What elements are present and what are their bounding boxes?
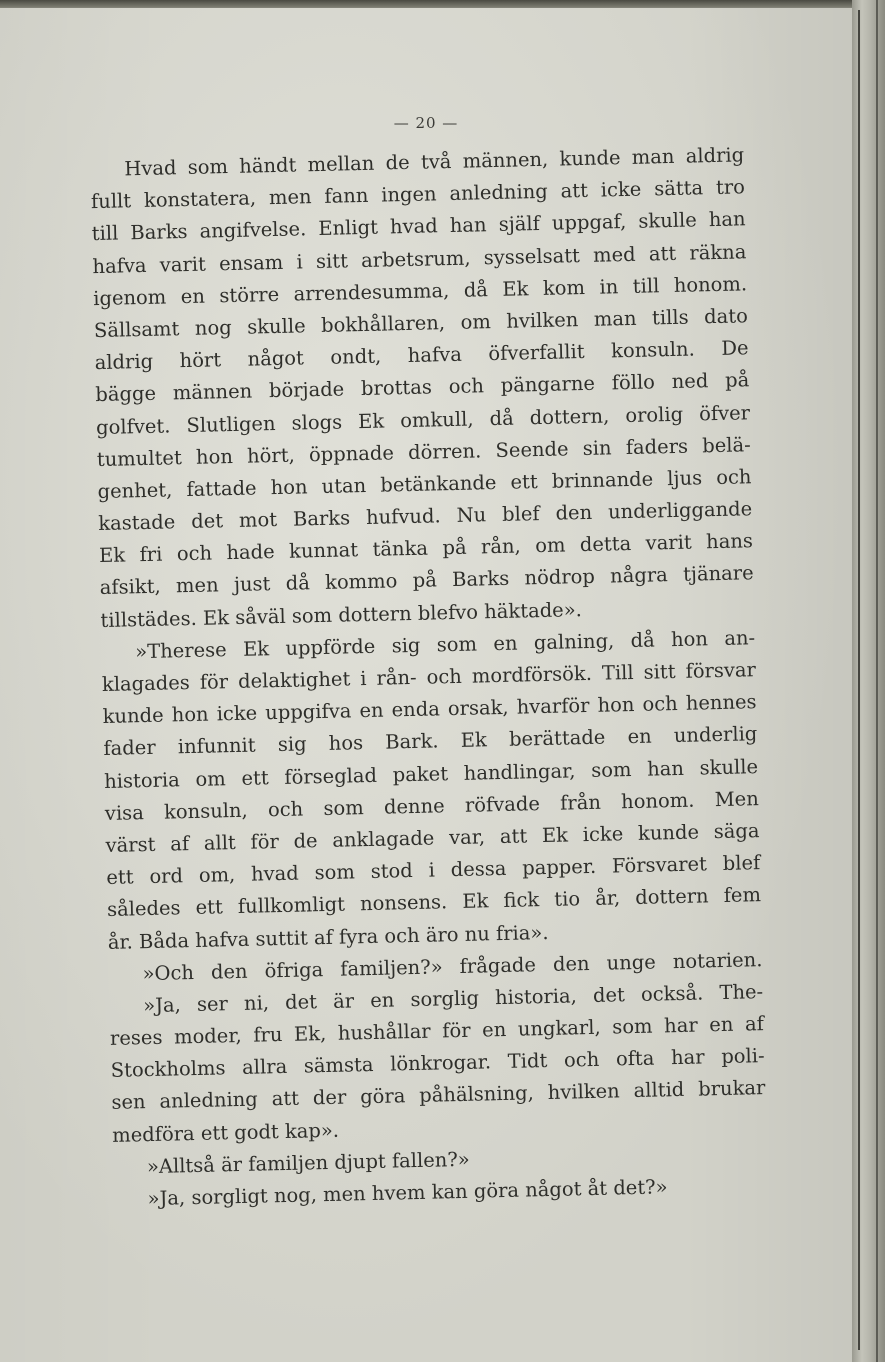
text-line: ett ord om, hvad som stod i dessa papper. Försvaret blef — [106, 851, 761, 890]
spine-outer-line — [876, 0, 878, 1362]
text-line: tillstädes. Ek såväl som dottern blefvo häktade». — [100, 597, 583, 632]
text-line: till Barks angifvelse. Enligt hvad han själf uppgaf, skulle han — [91, 207, 746, 246]
text-line: igenom en större arrendesumma, då Ek kom in till honom. — [92, 272, 748, 310]
text-line: »Och den öfriga familjen?» frågade den unge notarien. — [142, 947, 763, 985]
text-line: kastade det mot Barks hufvud. Nu blef den underliggande — [98, 497, 753, 536]
spine-edge-line — [858, 10, 860, 1350]
text-line: således ett fullkomligt nonsens. Ek fick tio år, dottern fem — [106, 883, 762, 922]
body-text — [90, 139, 768, 1216]
text-line: klagades för delaktighet i rån- och mordförsök. Till sitt försvar — [101, 658, 757, 696]
text-line: medföra ett godt kap». — [111, 1118, 340, 1147]
text-line: aldrig hört något ondt, hafva öfverfallit konsuln. De — [94, 336, 749, 375]
text-line: golfvet. Slutligen slogs Ek omkull, då dottern, orolig öfver — [95, 400, 751, 439]
text-line: år. Båda hafva suttit af fyra och äro nu fria». — [107, 920, 549, 954]
book-spine — [852, 0, 885, 1362]
text-line: värst af allt för de anklagade var, att Ek icke kunde säga — [105, 819, 760, 857]
text-line: fader infunnit sig hos Bark. Ek berättade en underlig — [103, 722, 758, 761]
text-line: genhet, fattade hon utan betänkande ett brinnande ljus och — [97, 465, 752, 503]
text-line: kunde hon icke uppgifva en enda orsak, hvarför hon och hennes — [102, 690, 757, 729]
text-line: Ek fri och hade kunnat tänka på rån, om detta varit hans — [98, 529, 754, 568]
text-line: fullt konstatera, men fann ingen anledning att icke sätta tro — [90, 175, 746, 214]
text-line: »Alltså är familjen djupt fallen?» — [146, 1147, 470, 1178]
text-line: »Therese Ek uppförde sig som en galning, då hon an- — [134, 625, 756, 664]
text-line: »Ja, sorgligt nog, men hvem kan göra något åt det?» — [147, 1175, 668, 1211]
text-line: afsikt, men just då kommo på Barks nödrop några tjänare — [99, 561, 754, 600]
text-line: Hvad som händt mellan de två männen, kunde man aldrig — [124, 143, 745, 181]
text-line: visa konsuln, och som denne röfvade från honom. Men — [104, 786, 760, 825]
page-number: — 20 — — [393, 114, 459, 132]
text-line: tumultet hon hört, öppnade dörren. Seende sin faders belä- — [96, 432, 751, 471]
text-line: Stockholms allra sämsta lönkrogar. Tidt och ofta har poli- — [110, 1044, 765, 1083]
text-line: hafva varit ensam i sitt arbetsrum, sysselsatt med att räkna — [92, 239, 747, 278]
text-line: sen anledning att der göra påhälsning, hvilken alltid brukar — [111, 1076, 766, 1115]
text-line: reses moder, fru Ek, hushållar för en ungkarl, som har en af — [109, 1012, 765, 1050]
text-line: »Ja, ser ni, det är en sorglig historia, det också. The- — [143, 979, 764, 1018]
text-line: Sällsamt nog skulle bokhållaren, om hvilken man tills dato — [93, 304, 749, 343]
text-line: bägge männen började brottas och pängarne föllo ned på — [95, 368, 750, 407]
text-line: historia om ett förseglad paket handlingar, som han skulle — [103, 754, 759, 793]
